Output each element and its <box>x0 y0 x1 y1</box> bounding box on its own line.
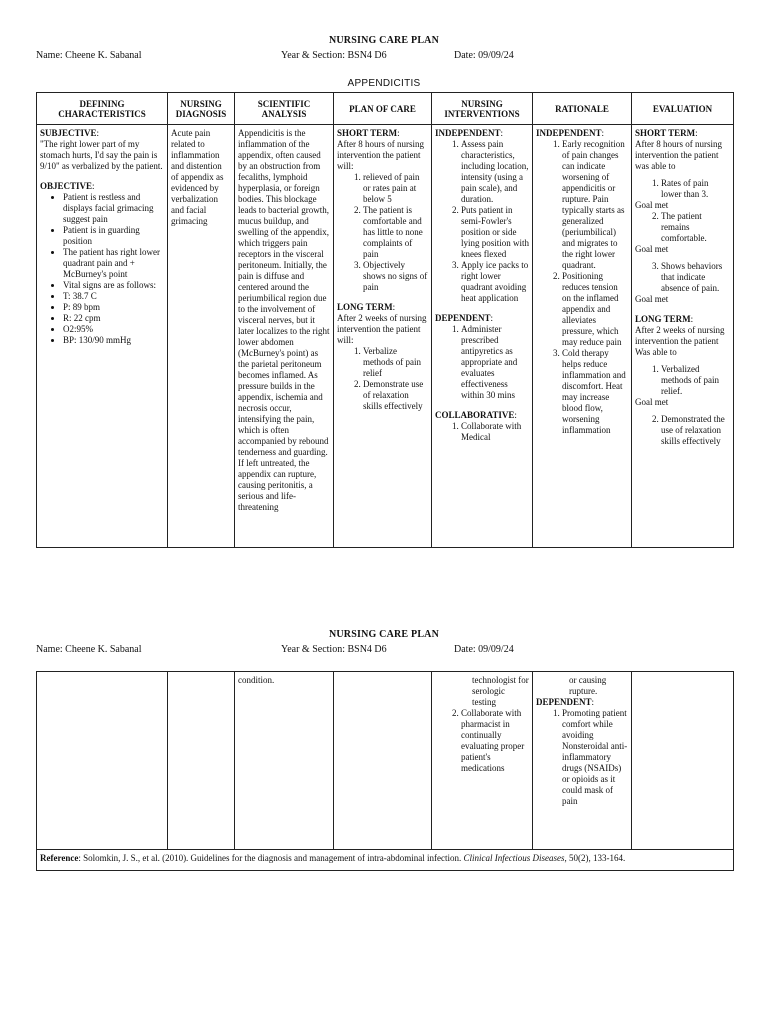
evaluation-short-term-label: SHORT TERM <box>635 128 696 138</box>
goal-met-text: Goal met <box>635 244 669 254</box>
col-evaluation: EVALUATION <box>632 93 734 125</box>
interventions-dependent-list <box>435 324 529 401</box>
table-row <box>37 672 734 850</box>
list-item: • Patient is in guarding position <box>63 225 164 247</box>
nursing-interventions-cell: INDEPENDENT: 1. Assess pain characteristics, including location, intensity (using a pain scale), and duration. 2. Puts patient in semi-Fowler's position or side lying position with knees flexed 3. Apply ice packs to right lower quadrant avoiding heat application DEPENDENT: 1. Administer prescribed antipyretics as appropriate and evaluates effectiveness within 30 mins COLLABORATIVE: 1. Collaborate with Medical <box>432 125 533 548</box>
year-section: Year & Section: BSN4 D6 <box>281 50 387 61</box>
evaluation-cell <box>632 672 734 850</box>
evaluation-short-list-1 <box>635 178 730 200</box>
rationale-dependent-list <box>536 708 628 807</box>
col-scientific-analysis: SCIENTIFIC ANALYSIS <box>235 93 334 125</box>
defining-characteristics-cell: SUBJECTIVE: "The right lower part of my stomach hurts, I'd say the pain is 9/10" as verbalized by the patient. OBJECTIVE: • Patient is restless and displays facial grimacing suggest pain • Patient is in guarding position • The patient has right lower quadrant pain and + McBurney's point • Vital signs are as follows: • T: 38.7 C • P: 89 bpm • R: 22 cpm • O2:95% • BP: 130/90 mmHg <box>37 125 168 548</box>
list-item: • Vital signs are as follows: <box>63 280 164 291</box>
care-plan-table <box>36 92 734 548</box>
plan-short-term-label: SHORT TERM <box>337 128 398 138</box>
list-item: • R: 22 cpm <box>63 313 164 324</box>
year-section: Year & Section: BSN4 D6 <box>281 644 387 655</box>
defining-characteristics-cell <box>37 672 168 850</box>
analysis-text: Appendicitis is the inflammation of the appendix, often caused by an obstruction from fecaliths, lymphoid hyperplasia, or foreign bodies. This blockage leads to bacterial growth, mucus buildup, and swelling of the appendix, which triggers pain receptors in the visceral peritoneum. Initially, the pain is diffuse and centered around the periumbilical region due to the involvement of visceral nerves, but it later localizes to the right lower abdomen (McBurney's point) as the parietal peritoneum becomes inflamed. As pressure builds in the appendix, ischemia and necrosis occur, intensifying the pain, which is often accompanied by rebound tenderness and guarding. If left untreated, the appendix can rupture, causing peritonitis, a serious and life-threatening <box>238 128 330 512</box>
list-item: 3. Objectively shows no signs of pain <box>363 260 428 293</box>
interventions-dependent-label: DEPENDENT <box>435 313 491 323</box>
subjective-text: "The right lower part of my stomach hurts, I'd say the pain is 9/10" as verbalized by the patient. <box>40 139 163 171</box>
list-item: 1. Assess pain characteristics, including location, intensity (using a pain scale), and duration. <box>461 139 529 205</box>
plan-long-term-list <box>337 346 428 412</box>
list-item: 2. The patient is comfortable and has little to none complaints of pain <box>363 205 428 260</box>
objective-list <box>40 192 164 346</box>
plan-short-term-list <box>337 172 428 293</box>
list-item: • T: 38.7 C <box>63 291 164 302</box>
evaluation-short-list-2 <box>635 211 730 244</box>
list-item: 3. Cold therapy helps reduce inflammation and discomfort. Heat may increase blood flow, worsening inflammation <box>562 348 628 436</box>
scientific-analysis-cell <box>235 672 334 850</box>
rationale-item-continued: or causing rupture. <box>569 675 607 696</box>
nursing-diagnosis-cell <box>168 125 235 548</box>
evaluation-long-term-intro: After 2 weeks of nursing intervention the patient Was able to <box>635 325 725 357</box>
interventions-collaborative-list-continued <box>435 708 529 774</box>
interventions-independent-list <box>435 139 529 304</box>
list-item: 1. Early recognition of pain changes can indicate worsening of appendicitis or rupture. Pain typically starts as generalized (periumbilical) and migrates to the right lower quadrant. <box>562 139 628 271</box>
nursing-interventions-cell <box>432 672 533 850</box>
list-item: 1. Promoting patient comfort while avoiding Nonsteroidal anti-inflammatory drugs (NSAIDs) or opioids as it could mask of pain <box>562 708 628 807</box>
list-item: 3. Apply ice packs to right lower quadrant avoiding heat application <box>461 260 529 304</box>
plan-long-term-label: LONG TERM <box>337 302 393 312</box>
interventions-collaborative-label: COLLABORATIVE <box>435 410 515 420</box>
list-item: 2. Positioning reduces tension on the inflamed appendix and alleviates pressure, which may reduce pain <box>562 271 628 348</box>
goal-met-text: Goal met <box>635 294 669 304</box>
subjective-label: SUBJECTIVE <box>40 128 97 138</box>
reference-row <box>37 850 734 871</box>
list-item: 2. Collaborate with pharmacist in continually evaluating proper patient's medications <box>461 708 529 774</box>
plan-of-care-cell <box>334 672 432 850</box>
rationale-dependent-label: DEPENDENT <box>536 697 592 707</box>
page-title: NURSING CARE PLAN <box>328 35 440 46</box>
list-item: • O2:95% <box>63 324 164 335</box>
evaluation-long-term-label: LONG TERM <box>635 314 691 324</box>
nursing-diagnosis-cell <box>168 672 235 850</box>
list-item: 1. Verbalize methods of pain relief <box>363 346 428 379</box>
list-item: 1. Administer prescribed antipyretics as appropriate and evaluates effectiveness within 30 mins <box>461 324 529 401</box>
goal-met-text: Goal met <box>635 200 669 210</box>
plan-short-term-intro: After 8 hours of nursing intervention the patient will: <box>337 139 424 171</box>
list-item: 2. Demonstrate use of relaxation skills effectively <box>363 379 428 412</box>
col-plan-of-care: PLAN OF CARE <box>334 93 432 125</box>
student-name: Name: Cheene K. Sabanal <box>36 50 142 61</box>
collab-item-continued: technologist for serologic testing <box>472 675 529 707</box>
objective-label: OBJECTIVE <box>40 181 93 191</box>
evaluation-short-list-3 <box>635 261 730 294</box>
interventions-independent-label: INDEPENDENT <box>435 128 501 138</box>
scientific-analysis-cell <box>235 125 334 548</box>
evaluation-cell: SHORT TERM: After 8 hours of nursing intervention the patient was able to 1. Rates of pain lower than 3. Goal met 2. The patient remains comfortable. Goal met 3. Shows behaviors that indicate absence of pain. Goal met LONG TERM: After 2 weeks of nursing intervention the patient Was able to 1. Verbalized methods of pain relief. Goal met 2. Demonstrated the use of relaxation skills effectively <box>632 125 734 548</box>
table-row <box>37 125 734 548</box>
list-item: • The patient has right lower quadrant pain and + McBurney's point <box>63 247 164 280</box>
list-item: 2. Demonstrated the use of relaxation skills effectively <box>661 414 730 447</box>
plan-date: Date: 09/09/24 <box>454 50 514 61</box>
list-item: 2. The patient remains comfortable. <box>661 211 730 244</box>
evaluation-long-list-1 <box>635 364 730 397</box>
plan-long-term-intro: After 2 weeks of nursing intervention the patient will: <box>337 313 427 345</box>
evaluation-short-term-intro: After 8 hours of nursing intervention the patient was able to <box>635 139 722 171</box>
page-title: NURSING CARE PLAN <box>328 629 440 640</box>
rationale-independent-list <box>536 139 628 436</box>
rationale-cell: INDEPENDENT: 1. Early recognition of pain changes can indicate worsening of appendicitis or rupture. Pain typically starts as generalized (periumbilical) and migrates to the right lower quadrant. 2. Positioning reduces tension on the inflamed appendix and alleviates pressure, which may reduce pain 3. Cold therapy helps reduce inflammation and discomfort. Heat may increase blood flow, worsening inflammation <box>533 125 632 548</box>
care-plan-table-continued <box>36 671 734 871</box>
reference-text: : Solomkin, J. S., et al. (2010). Guidelines for the diagnosis and management of intra-abdominal infection. <box>78 853 464 863</box>
student-name: Name: Cheene K. Sabanal <box>36 644 142 655</box>
col-defining-characteristics: DEFINING CHARACTERISTICS <box>37 93 168 125</box>
reference-cell <box>37 850 734 871</box>
plan-date: Date: 09/09/24 <box>454 644 514 655</box>
list-item: • Patient is restless and displays facial grimacing suggest pain <box>63 192 164 225</box>
rationale-independent-label: INDEPENDENT <box>536 128 602 138</box>
col-nursing-diagnosis: NURSING DIAGNOSIS <box>168 93 235 125</box>
goal-met-text: Goal met <box>635 397 669 407</box>
diagnosis-text: Acute pain related to inflammation and distention of appendix as evidenced by verbalization and facial grimacing <box>171 128 224 226</box>
reference-tail: , 50(2), 133-164. <box>564 853 626 863</box>
col-nursing-interventions: NURSING INTERVENTIONS <box>432 93 533 125</box>
list-item: 1. Verbalized methods of pain relief. <box>661 364 730 397</box>
rationale-cell: or causing rupture. DEPENDENT: 1. Promoting patient comfort while avoiding Nonsteroidal anti-inflammatory drugs (NSAIDs) or opioids as it could mask of pain <box>533 672 632 850</box>
table-header-row <box>37 93 734 125</box>
list-item: 3. Shows behaviors that indicate absence of pain. <box>661 261 730 294</box>
list-item: 2. Puts patient in semi-Fowler's position or side lying position with knees flexed <box>461 205 529 260</box>
list-item: • P: 89 bpm <box>63 302 164 313</box>
list-item: 1. Collaborate with Medical <box>461 421 529 443</box>
list-item: • BP: 130/90 mmHg <box>63 335 164 346</box>
reference-journal: Clinical Infectious Diseases <box>463 853 565 863</box>
condition-title: APPENDICITIS <box>347 78 421 89</box>
reference-label: Reference <box>40 853 79 863</box>
interventions-collaborative-list <box>435 421 529 443</box>
list-item: 1. relieved of pain or rates pain at below 5 <box>363 172 428 205</box>
evaluation-long-list-2 <box>635 414 730 447</box>
analysis-text-continued: condition. <box>238 675 275 685</box>
list-item: 1. Rates of pain lower than 3. <box>661 178 730 200</box>
plan-of-care-cell: SHORT TERM: After 8 hours of nursing intervention the patient will: 1. relieved of pain or rates pain at below 5 2. The patient is comfortable and has little to none complaints of pain 3. Objectively shows no signs of pain LONG TERM: After 2 weeks of nursing intervention the patient will: 1. Verbalize methods of pain relief 2. Demonstrate use of relaxation skills effectively <box>334 125 432 548</box>
col-rationale: RATIONALE <box>533 93 632 125</box>
